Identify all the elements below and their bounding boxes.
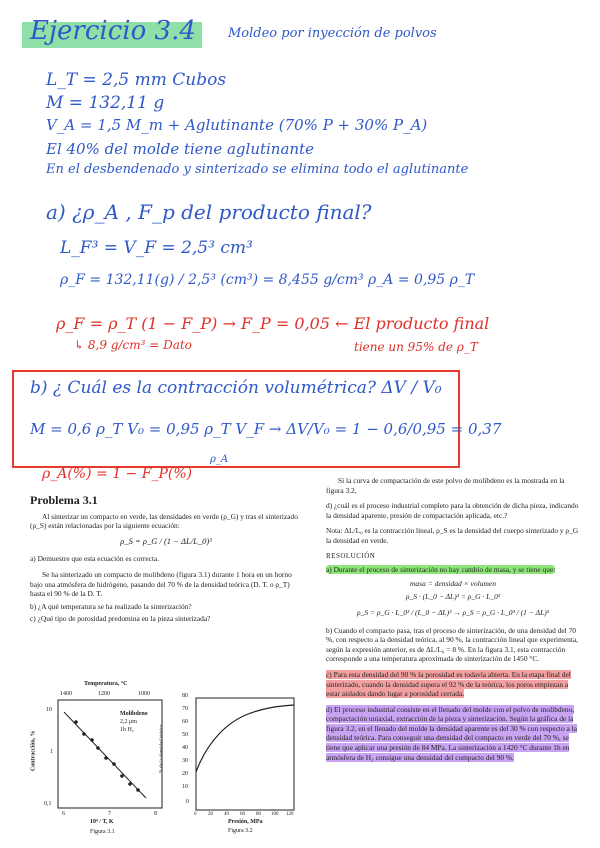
fig1-legend: Molibdeno bbox=[120, 711, 148, 717]
res-a-highlight: a) Durante el proceso de sinterización no hay cambio de masa, y se tiene que: bbox=[326, 565, 556, 575]
fig2-y-tick: 30 bbox=[182, 758, 188, 764]
fig2-x-tick: 120 bbox=[286, 812, 294, 817]
fig1-top-axis: Temperatura, °C bbox=[84, 681, 128, 687]
res-eq1: masa = densidad × volumen bbox=[410, 578, 496, 588]
fig1-y-tick: 1 bbox=[50, 749, 53, 755]
fig1-top-tick: 1200 bbox=[98, 691, 110, 697]
fig2-y-tick: 70 bbox=[182, 706, 188, 712]
fig2-y-label: % de la densidad teórica bbox=[159, 724, 165, 774]
fig2-x-tick: 100 bbox=[271, 812, 279, 817]
calc-b-note: ρ_A bbox=[210, 454, 229, 465]
resolution-heading: RESOLUCIÓN bbox=[326, 551, 376, 560]
calc-a-line: L_F³ = V_F = 2,5³ cm³ bbox=[60, 238, 253, 258]
given-line: M = 132,11 g bbox=[46, 93, 165, 113]
notes-title: Ejercicio 3.4 bbox=[30, 16, 196, 46]
fig2-y-tick: 80 bbox=[182, 693, 188, 699]
fig2-y-tick: 20 bbox=[182, 771, 188, 777]
res-eq3: ρ_S = ρ_G · L_0³ / (L_0 − ΔL)³ → ρ_S = ρ_G · L_0³ / (1 − ΔL)³ bbox=[356, 607, 550, 617]
res-b: b) Cuando el compacto pasa, tras el proceso de sinterización, de una densidad del 70 %, con respecto a la densidad teórica, al 90 %, la contracción lineal que experimenta, según la expresión anterior, es de ΔL/L₀ = 8 %. En la figura 3.1, esta contracción corresponde a una temperatura aproximada de sinterización de 1450 °C. bbox=[326, 625, 578, 664]
question-b: b) ¿ Cuál es la contracción volumétrica? ΔV / V₀ bbox=[30, 378, 442, 398]
fig1-caption: Figura 3.1 bbox=[90, 829, 115, 835]
problem-para2: Se ha sinterizado un compacto de molibdeno (figura 3.1) durante 1 hora en un horno bajo una atmósfera de hidrógeno, pasando del 70 % de la densidad teórica (D. T. o ρ_T) hasta el 90 % de la D. T. bbox=[30, 569, 292, 599]
book-left-column bbox=[30, 493, 302, 627]
figure-3-2 bbox=[159, 692, 300, 836]
res-eq2: ρ_S · (L_0 − ΔL)³ = ρ_G · L_0³ bbox=[405, 592, 501, 602]
red-b: ρ_A(%) = 1 − F_P(%) bbox=[42, 466, 193, 482]
right-note: Nota: ΔL/L₀ es la contracción lineal, ρ_S es la densidad del cuerpo sinterizado y ρ_G la densidad en verde. bbox=[326, 526, 579, 545]
problem-item-c: c) ¿Qué tipo de porosidad predomina en la pieza sinterizada? bbox=[30, 614, 211, 624]
book-right-column bbox=[326, 476, 580, 765]
fig2-y-tick: 60 bbox=[182, 719, 188, 725]
fig2-y-tick: 50 bbox=[182, 732, 188, 738]
red-a-line: tiene un 95% de ρ_T bbox=[354, 340, 478, 354]
fig1-y-tick: 10 bbox=[46, 707, 52, 713]
fig1-y-label: Contracción, % bbox=[30, 730, 37, 772]
fig2-x-tick: 80 bbox=[256, 812, 261, 817]
calc-a-line: ρ_F = 132,11(g) / 2,5³ (cm³) = 8,455 g/cm³ ρ_A = 0,95 ρ_T bbox=[60, 272, 475, 288]
res-c-highlight: c) Para esta densidad del 90 % la porosidad es todavía abierta. En la etapa final del sinterizado, cuando la densidad supera el 92 % de la teórica, los poros empiezan a estar aislados dando lugar a porosidad cerrada. bbox=[326, 669, 571, 699]
question-a: a) ¿ρ_A , F_p del producto final? bbox=[46, 200, 372, 224]
fig1-legend: 1h H₂ bbox=[120, 727, 134, 733]
notes-subtitle: Moldeo por inyección de polvos bbox=[228, 26, 437, 41]
figure-3-1 bbox=[30, 681, 174, 836]
res-d bbox=[326, 705, 580, 763]
fig2-x-tick: 60 bbox=[240, 812, 245, 817]
fig2-x-tick: 0 bbox=[194, 812, 197, 817]
fig1-top-tick: 1000 bbox=[138, 691, 150, 697]
fig1-top-tick: 1400 bbox=[60, 691, 72, 697]
fig1-legend: 2,2 μm bbox=[120, 719, 137, 725]
given-line: El 40% del molde tiene aglutinante bbox=[46, 140, 314, 158]
given-line: V_A = 1,5 M_m + Aglutinante (70% P + 30% P_A) bbox=[46, 116, 428, 134]
problem-item-a: a) Demuestre que esta ecuación es correcta. bbox=[30, 554, 160, 564]
fig1-x-tick: 8 bbox=[154, 811, 157, 817]
fig2-x-label: Presión, MPa bbox=[228, 819, 263, 825]
right-intro: Si la curva de compactación de este polvo de molibdeno es la mostrada en la figura 3.2, bbox=[326, 476, 565, 495]
given-line: En el desbendenado y sinterizado se elimina todo el aglutinante bbox=[46, 162, 469, 177]
problem-item-b: b) ¿A qué temperatura se ha realizado la sinterización? bbox=[30, 601, 192, 611]
red-a-line: ↳ 8,9 g/cm³ = Dato bbox=[74, 338, 192, 352]
fig2-y-tick: 0 bbox=[186, 799, 189, 805]
fig2-caption: Figura 3.2 bbox=[228, 828, 253, 834]
fig1-x-tick: 6 bbox=[62, 811, 65, 817]
problem-heading: Problema 3.1 bbox=[30, 493, 98, 507]
res-a bbox=[326, 565, 580, 575]
fig1-y-tick: 0,1 bbox=[44, 801, 52, 807]
equation: ρ_S = ρ_G / (1 − ΔL/L_0)³ bbox=[120, 535, 212, 546]
problem-intro: Al sinterizar un compacto en verde, las densidades en verde (ρ_G) y tras el sinterizado (ρ_S) están relacionadas por la siguiente ecuación: bbox=[30, 511, 298, 531]
res-c bbox=[326, 670, 580, 699]
fig2-y-tick: 10 bbox=[182, 784, 188, 790]
red-a-line: ρ_F = ρ_T (1 − F_P) → F_P = 0,05 ← El producto final bbox=[56, 314, 490, 333]
fig2-x-tick: 20 bbox=[208, 812, 213, 817]
figure-3-1-plot bbox=[34, 686, 174, 836]
res-d-highlight: d) El proceso industrial consiste en el llenado del molde con el polvo de molibdeno, compactación uniaxial, extracción de la pieza y sinterización. Según la gráfica de la figura 3.2, en el llenado del molde la densidad aparente es del 30 % con respecto a la densidad teórica. Para conseguir una densidad del compacto en verde del 70 %, se tiene que aplicar una presión de 84 MPa. La sinterización a 1420 °C durante 1h en atmósfera de H₂ consigue una densidad del compacto del 90 %. bbox=[326, 704, 577, 762]
given-line: L_T = 2,5 mm Cubos bbox=[46, 70, 227, 90]
right-item-d: d) ¿cuál es el proceso industrial completo para la obtención de dicha pieza, indicando la densidad aparente, presión de compactación aplicada, etc.? bbox=[326, 501, 579, 520]
fig1-x-tick: 7 bbox=[108, 811, 111, 817]
calc-b: M = 0,6 ρ_T V₀ = 0,95 ρ_T V_F → ΔV/V₀ = 1 − 0,6/0,95 = 0,37 bbox=[30, 420, 502, 438]
fig2-y-tick: 40 bbox=[182, 745, 188, 751]
fig1-x-label: 10⁴ / T, K bbox=[90, 819, 114, 825]
fig2-x-tick: 40 bbox=[224, 812, 229, 817]
